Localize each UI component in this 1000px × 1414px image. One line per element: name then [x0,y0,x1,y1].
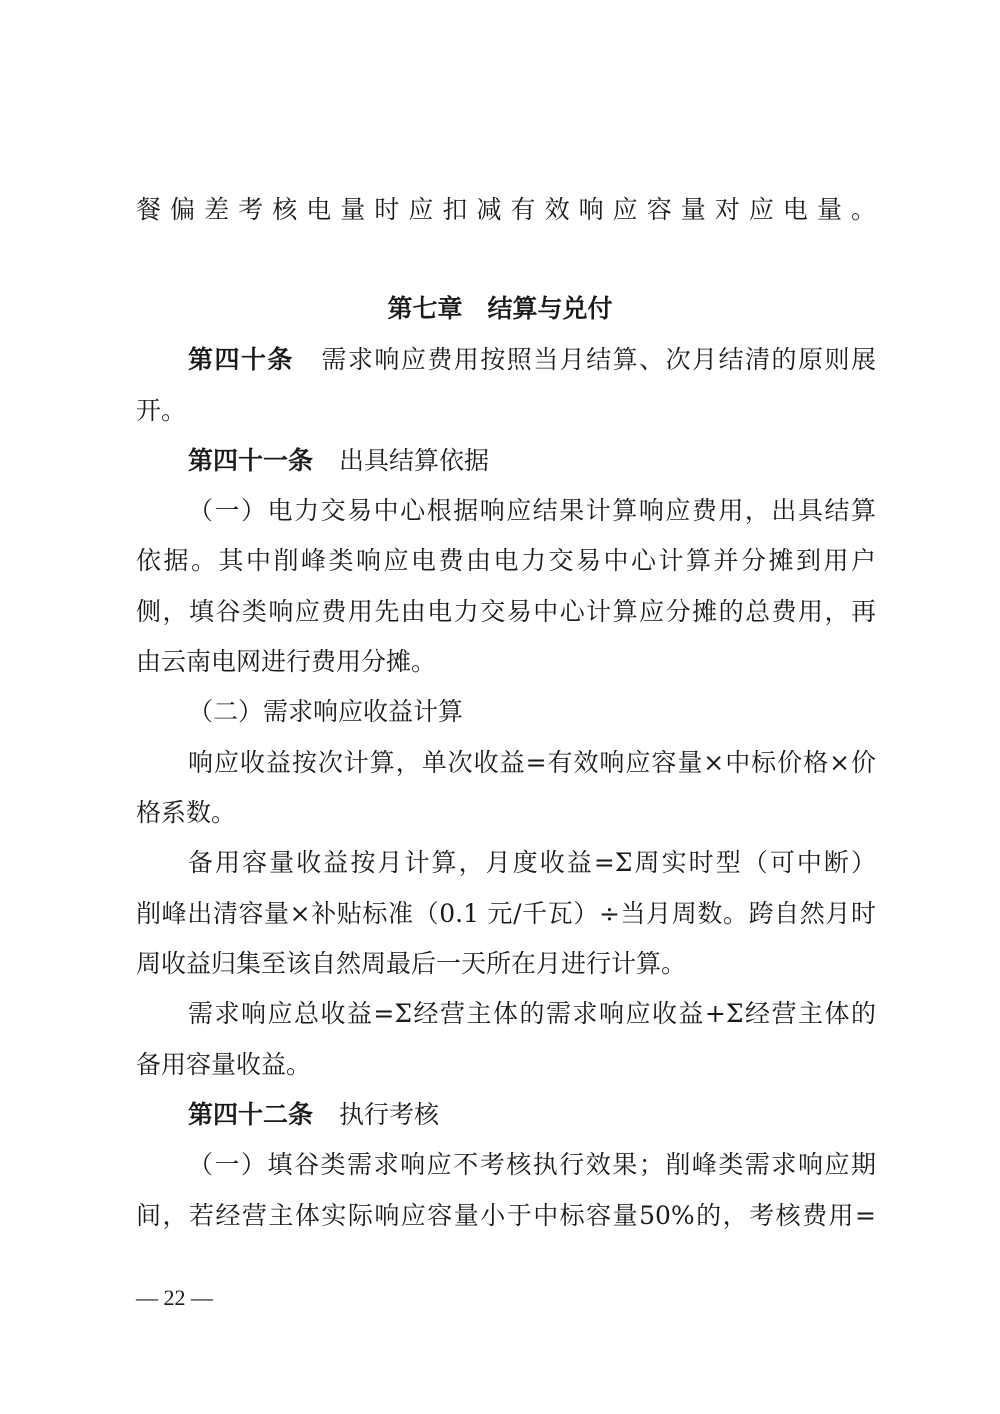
text-line: 备用容量收益。 [136,1050,312,1079]
text-line: 开。 [136,396,187,425]
text-line: （一）电力交易中心根据响应结果计算响应费用，出具结算 [188,496,876,525]
text-line: 需求响应总收益=Σ经营主体的需求响应收益+Σ经营主体的 [188,999,876,1028]
chapter-title: 第七章 结算与兑付 [387,294,613,323]
page-number: — 22 — [136,1285,213,1310]
article-text: 执行考核 [339,1100,440,1129]
article-40 [188,345,876,375]
article-text: 需求响应费用按照当月结算、次月结清的原则展 [319,345,876,374]
text-line: 依据。其中削峰类响应电费由电力交易中心计算并分摊到用户 [136,546,876,575]
text-line: 餐偏差考核电量时应扣减有效响应容量对应电量。 [136,195,876,224]
article-heading: 第四十二条 [188,1100,314,1129]
article-text: 出具结算依据 [339,446,490,475]
text-line: 间，若经营主体实际响应容量小于中标容量50%的，考核费用= [136,1201,876,1230]
text-line: 削峰出清容量×补贴标准（0.1 元/千瓦）÷当月周数。跨自然月时 [136,899,876,928]
text-line: 周收益归集至该自然周最后一天所在月进行计算。 [136,949,687,978]
article-42 [188,1100,876,1130]
article-41 [188,446,876,476]
text-line: （二）需求响应收益计算 [188,697,464,726]
article-heading: 第四十条 [188,345,294,374]
text-line: 格系数。 [136,798,237,827]
article-heading: 第四十一条 [188,446,314,475]
text-line: （一）填谷类需求响应不考核执行效果；削峰类需求响应期 [188,1150,876,1179]
text-line: 由云南电网进行费用分摊。 [136,647,437,676]
text-line: 响应收益按次计算，单次收益=有效响应容量×中标价格×价 [188,748,876,777]
text-line: 侧，填谷类响应费用先由电力交易中心计算应分摊的总费用，再 [136,597,876,626]
text-line: 备用容量收益按月计算，月度收益=Σ周实时型（可中断） [188,848,876,877]
